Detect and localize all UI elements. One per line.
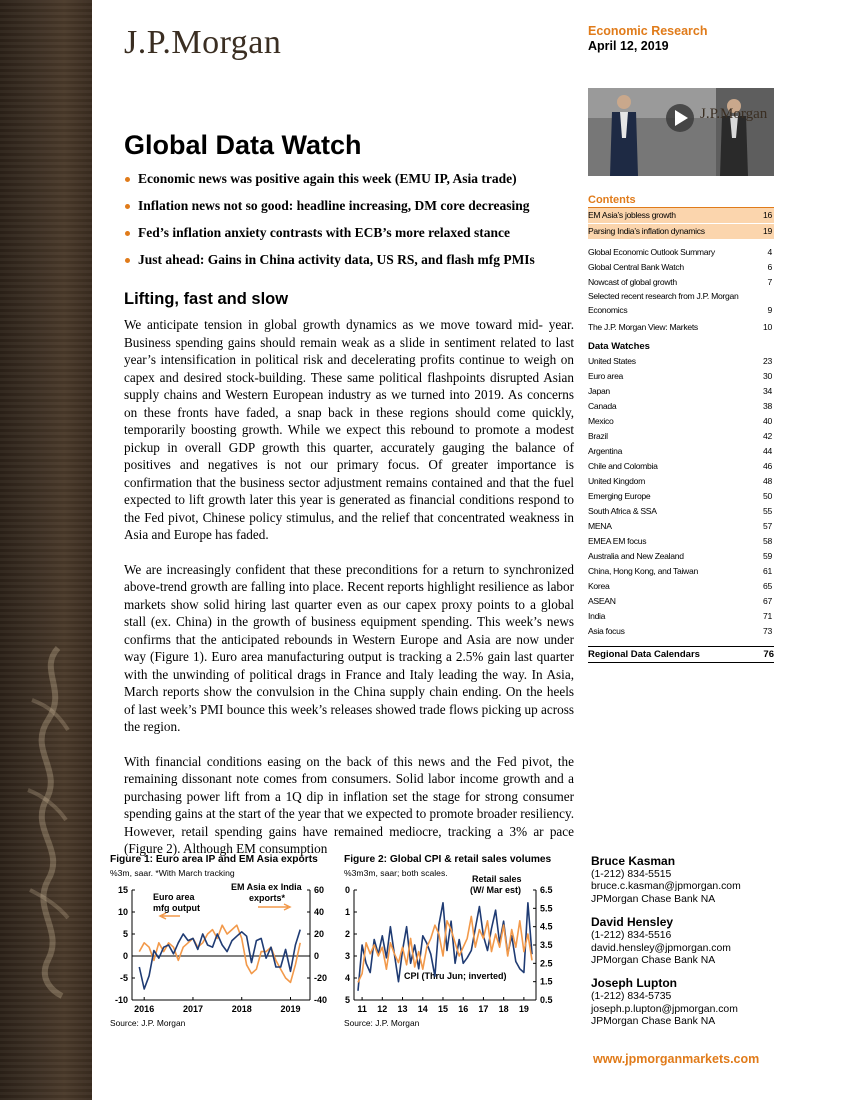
key-points-list [124,170,574,278]
y-tick-label-left: 5 [122,929,128,939]
toc-item-data-watch[interactable] [588,354,774,369]
annotation-asia-line2: exports* [249,893,286,903]
toc-page: 19 [763,226,772,236]
toc-item-data-watch[interactable] [588,369,774,384]
toc-page: 9 [767,305,772,315]
toc-label: ASEAN [588,596,616,606]
figure-1 [110,854,332,1028]
y-tick-label-left: 15 [117,885,128,895]
toc-page: 4 [767,247,772,257]
figure-subtitle: %3m3m, saar; both scales. [344,868,448,878]
y-tick-label-left: 0 [344,885,350,895]
annotation-euro-line2: mfg output [153,903,200,913]
toc-item-data-watch[interactable] [588,489,774,504]
toc-item-data-watch[interactable] [588,564,774,579]
y-tick-label-right: 6.5 [540,885,553,895]
video-scene [588,88,774,176]
chart-1 [110,884,332,1018]
x-tick-label: 16 [458,1004,469,1014]
toc-item-data-watch[interactable] [588,399,774,414]
toc-item-data-watch[interactable] [588,414,774,429]
toc-page: 46 [763,461,772,471]
y-tick-label-right: 20 [314,929,325,939]
toc-page: 58 [763,536,772,546]
person-left [617,95,631,109]
author-card [591,915,777,967]
y-tick-label-right: -40 [314,995,328,1005]
toc-label: China, Hong Kong, and Taiwan [588,566,698,576]
toc-label: Emerging Europe [588,491,651,501]
x-tick-label: 11 [357,1004,367,1014]
toc-page: 73 [763,626,772,636]
toc-label: Euro area [588,371,624,381]
table-of-contents [588,194,774,663]
author-card [591,976,777,1028]
toc-page: 30 [763,371,772,381]
annotation-retail-line2: (W/ Mar est) [470,885,522,895]
toc-label: Japan [588,386,610,396]
toc-label: Mexico [588,416,614,426]
toc-label: Parsing India’s inflation dynamics [588,226,705,236]
x-tick-label: 2018 [231,1004,252,1014]
toc-page: 7 [767,277,772,287]
y-tick-label-right: 3.5 [540,940,553,950]
toc-item-data-watch[interactable] [588,444,774,459]
author-name: David Hensley [591,915,674,930]
toc-item-data-watch[interactable] [588,459,774,474]
annotation-retail-line1: Retail sales [472,874,522,884]
annotation-cpi: CPI (Thru Jun; inverted) [404,971,507,981]
page-title: Global Data Watch [124,130,362,160]
toc-label: Global Central Bank Watch [588,262,684,272]
report-date: April 12, 2019 [588,39,669,53]
video-logo-text: J.P.Morgan [700,106,768,122]
x-tick-label: 2019 [280,1004,301,1014]
author-phone: (1-212) 834-5516 [591,930,672,942]
author-email[interactable]: david.hensley@jpmorgan.com [591,942,731,954]
department-label: Economic Research [588,24,708,38]
toc-page: 59 [763,551,772,561]
figure-subtitle: %3m, saar. *With March tracking [110,868,235,878]
x-tick-label: 2017 [182,1004,203,1014]
author-contacts [591,854,777,1038]
arrow-left-icon [160,913,180,919]
section-heading: Lifting, fast and slow [124,290,289,308]
signature-watermark [18,640,78,1000]
y-tick-label-left: 5 [344,995,350,1005]
annotation-asia-line1: EM Asia ex India [231,882,302,892]
toc-item-data-watch[interactable] [588,519,774,534]
toc-item-data-watch[interactable] [588,504,774,519]
x-tick-label: 2016 [134,1004,155,1014]
author-phone: (1-212) 834-5515 [591,869,672,880]
toc-page: 6 [767,262,772,272]
y-tick-label-right: 4.5 [540,921,553,932]
author-firm: JPMorgan Chase Bank NA [591,893,716,905]
toc-item-parsing-india-inflation[interactable] [588,224,774,239]
toc-label: EMEA EM focus [588,536,647,546]
annotation-euro-line1: Euro area [153,892,195,902]
website-link[interactable]: www.jpmorganmarkets.com [593,1052,760,1066]
contents-title: Contents [588,194,774,208]
toc-item-nowcast[interactable] [588,275,774,290]
y-tick-label-left: 10 [117,907,128,917]
paragraph: We are increasingly confident that these preconditions for a return to synchronized above-trend growth are falling into place. Recent reports highlight resilience as labor markets show solid hiring last quarter even as our capex proxy points to a global stall (ex. China) in the growth of business equipment spending. This week’s news confirms that the anticipated rebounds in Western Europe and Asia are now under way (Figure 1). Euro area manufacturing output is tracking a 2.5% gain last quarter with the unwinding of political drags in France and Italy leading the way. In Asia, March reports show the convulsion in the China supply chain ending. On the heels of last week’s PMI bounce this week’s releases showed trade flows picking up across the region. [124,561,574,734]
toc-page: 38 [763,401,772,411]
series-line-1 [139,925,300,982]
x-tick-label: 13 [397,1004,408,1014]
toc-page: 34 [763,386,772,396]
data-watches-list [588,354,774,639]
toc-item-regional-calendars[interactable] [588,646,774,663]
toc-item-em-asia-jobless-growth[interactable] [588,208,774,224]
toc-item-data-watch[interactable] [588,429,774,444]
y-tick-label-left: 2 [344,929,350,939]
figure-2 [344,854,570,1028]
toc-item-global-outlook[interactable] [588,245,774,260]
toc-item-data-watch[interactable] [588,594,774,609]
decorative-side-band [0,0,92,1100]
toc-label: Australia and New Zealand [588,551,684,561]
author-name: Joseph Lupton [591,976,677,991]
figure-title: Figure 1: Euro area IP and EM Asia exports [110,854,318,865]
y-tick-label-left: 0 [122,951,128,961]
y-tick-label-right: 60 [314,885,325,895]
toc-page: 55 [763,506,772,516]
author-card [591,854,777,906]
x-tick-label: 14 [417,1004,428,1014]
toc-label: Nowcast of global growth [588,277,677,287]
key-point: Just ahead: Gains in China activity data, US RS, and flash mfg PMIs [124,251,574,278]
article-body [124,316,574,875]
toc-label: United Kingdom [588,476,645,486]
author-name: Bruce Kasman [591,854,676,868]
toc-label: Economics [588,305,628,315]
toc-item-data-watch[interactable] [588,609,774,624]
x-tick-label: 19 [518,1004,529,1014]
author-email[interactable]: joseph.p.lupton@jpmorgan.com [591,1003,738,1015]
toc-label: Asia focus [588,626,625,636]
toc-page: 50 [763,491,772,501]
key-point: Economic news was positive again this week (EMU IP, Asia trade) [124,170,574,197]
data-watches-heading: Data Watches [588,341,650,352]
toc-item-central-bank-watch[interactable] [588,260,774,275]
toc-label: Chile and Colombia [588,461,658,471]
y-tick-label-left: 3 [344,951,350,961]
toc-label: Brazil [588,431,608,441]
toc-label: India [588,611,606,621]
video-thumbnail[interactable] [588,88,774,176]
y-tick-label-left: -5 [119,973,128,983]
key-point: Inflation news not so good: headline increasing, DM core decreasing [124,197,574,224]
author-phone: (1-212) 834-5735 [591,991,672,1003]
toc-item-selected-research[interactable] [588,290,774,318]
toc-label: Korea [588,581,610,591]
toc-page: 42 [763,431,772,441]
y-tick-label-right: 0.5 [540,995,553,1005]
y-tick-label-left: 4 [344,973,350,983]
toc-item-data-watch[interactable] [588,474,774,489]
y-tick-label-right: -20 [314,973,328,983]
chart-2 [344,874,570,1018]
toc-label: Argentina [588,446,623,456]
key-point: Fed’s inflation anxiety contrasts with ECB’s more relaxed stance [124,224,574,251]
toc-label: MENA [588,521,612,531]
author-firm: JPMorgan Chase Bank NA [591,1016,716,1028]
toc-label: EM Asia’s jobless growth [588,210,676,220]
toc-label: United States [588,356,636,366]
x-tick-label: 18 [498,1004,509,1014]
toc-page: 61 [763,566,772,576]
toc-page: 16 [763,210,772,220]
toc-item-data-watch[interactable] [588,549,774,564]
toc-label: The J.P. Morgan View: Markets [588,322,698,332]
x-tick-label: 17 [478,1004,489,1014]
jpmorgan-logo: J.P.Morgan [124,24,282,61]
toc-label: Selected recent research from J.P. Morgan [588,291,739,301]
toc-item-data-watch[interactable] [588,579,774,594]
toc-page: 44 [763,446,772,456]
toc-page: 67 [763,596,772,606]
arrow-right-icon [258,904,290,910]
paragraph: We anticipate tension in global growth dynamics as we move toward mid- year. Business spending gains should remain weak as a slide in sentiment related to last year’s intensification in political risk and decelerating profits continue to weigh on capex and desired stock-building. These same political flashpoints disrupted Asian supply chains and Western European industry as we turned into 2019. As concerns on these fronts have faded, a snap back in these regions should come quickly, temporarily boosting growth. While we expect this rebound to promote a modest pickup in overall GDP growth this quarter, accurately gauging the balance of positives and negatives is not our primary focus. Of greater importance is confirmation that the business sector adjustment remains contained and that the fuel expected to lift growth later this year is generated as financial conditions respond to the Fed pivot, Chinese policy stimulus, and the relief that concentrated weakness in Asia and Europe has faded. [124,317,574,542]
x-tick-label: 12 [377,1004,388,1014]
toc-page: 76 [763,649,774,660]
figure-source: Source: J.P. Morgan [344,1018,420,1028]
toc-page: 71 [763,611,772,621]
y-tick-label-right: 2.5 [540,958,553,969]
toc-item-markets-view[interactable] [588,320,774,335]
author-firm: JPMorgan Chase Bank NA [591,955,716,967]
toc-page: 10 [763,322,772,332]
toc-label: Canada [588,401,617,411]
figure-source: Source: J.P. Morgan [110,1018,186,1028]
y-tick-label-right: 5.5 [540,903,553,914]
toc-item-data-watch[interactable] [588,534,774,549]
toc-label: Global Economic Outlook Summary [588,247,715,257]
toc-page: 40 [763,416,772,426]
toc-page: 57 [763,521,772,531]
report-header [588,24,708,53]
author-email[interactable]: bruce.c.kasman@jpmorgan.com [591,881,741,893]
x-tick-label: 15 [437,1004,448,1014]
toc-page: 23 [763,356,772,366]
toc-item-data-watch[interactable] [588,384,774,399]
y-tick-label-left: 1 [344,907,350,917]
y-tick-label-right: 0 [314,951,320,961]
toc-label: South Africa & SSA [588,506,657,516]
figure-title: Figure 2: Global CPI & retail sales volumes [344,854,552,865]
y-tick-label-left: -10 [114,995,128,1005]
y-tick-label-right: 1.5 [540,976,553,987]
y-tick-label-right: 40 [314,907,325,917]
toc-label: Regional Data Calendars [588,649,700,660]
toc-page: 65 [763,581,772,591]
paragraph: With financial conditions easing on the back of this news and the Fed pivot, the remaining dissonant note comes from consumers. Solid labor income growth and a purchasing power lift from a 1Q dip in inflation set the stage for strong consumer spending gains at the start of the year that we expected to promote broader resiliency. However, retail spending gains have remained mediocre, tracking a 3% ar pace (Figure 2). Although EM consumption [124,753,574,856]
toc-page: 48 [763,476,772,486]
toc-item-data-watch[interactable] [588,624,774,639]
